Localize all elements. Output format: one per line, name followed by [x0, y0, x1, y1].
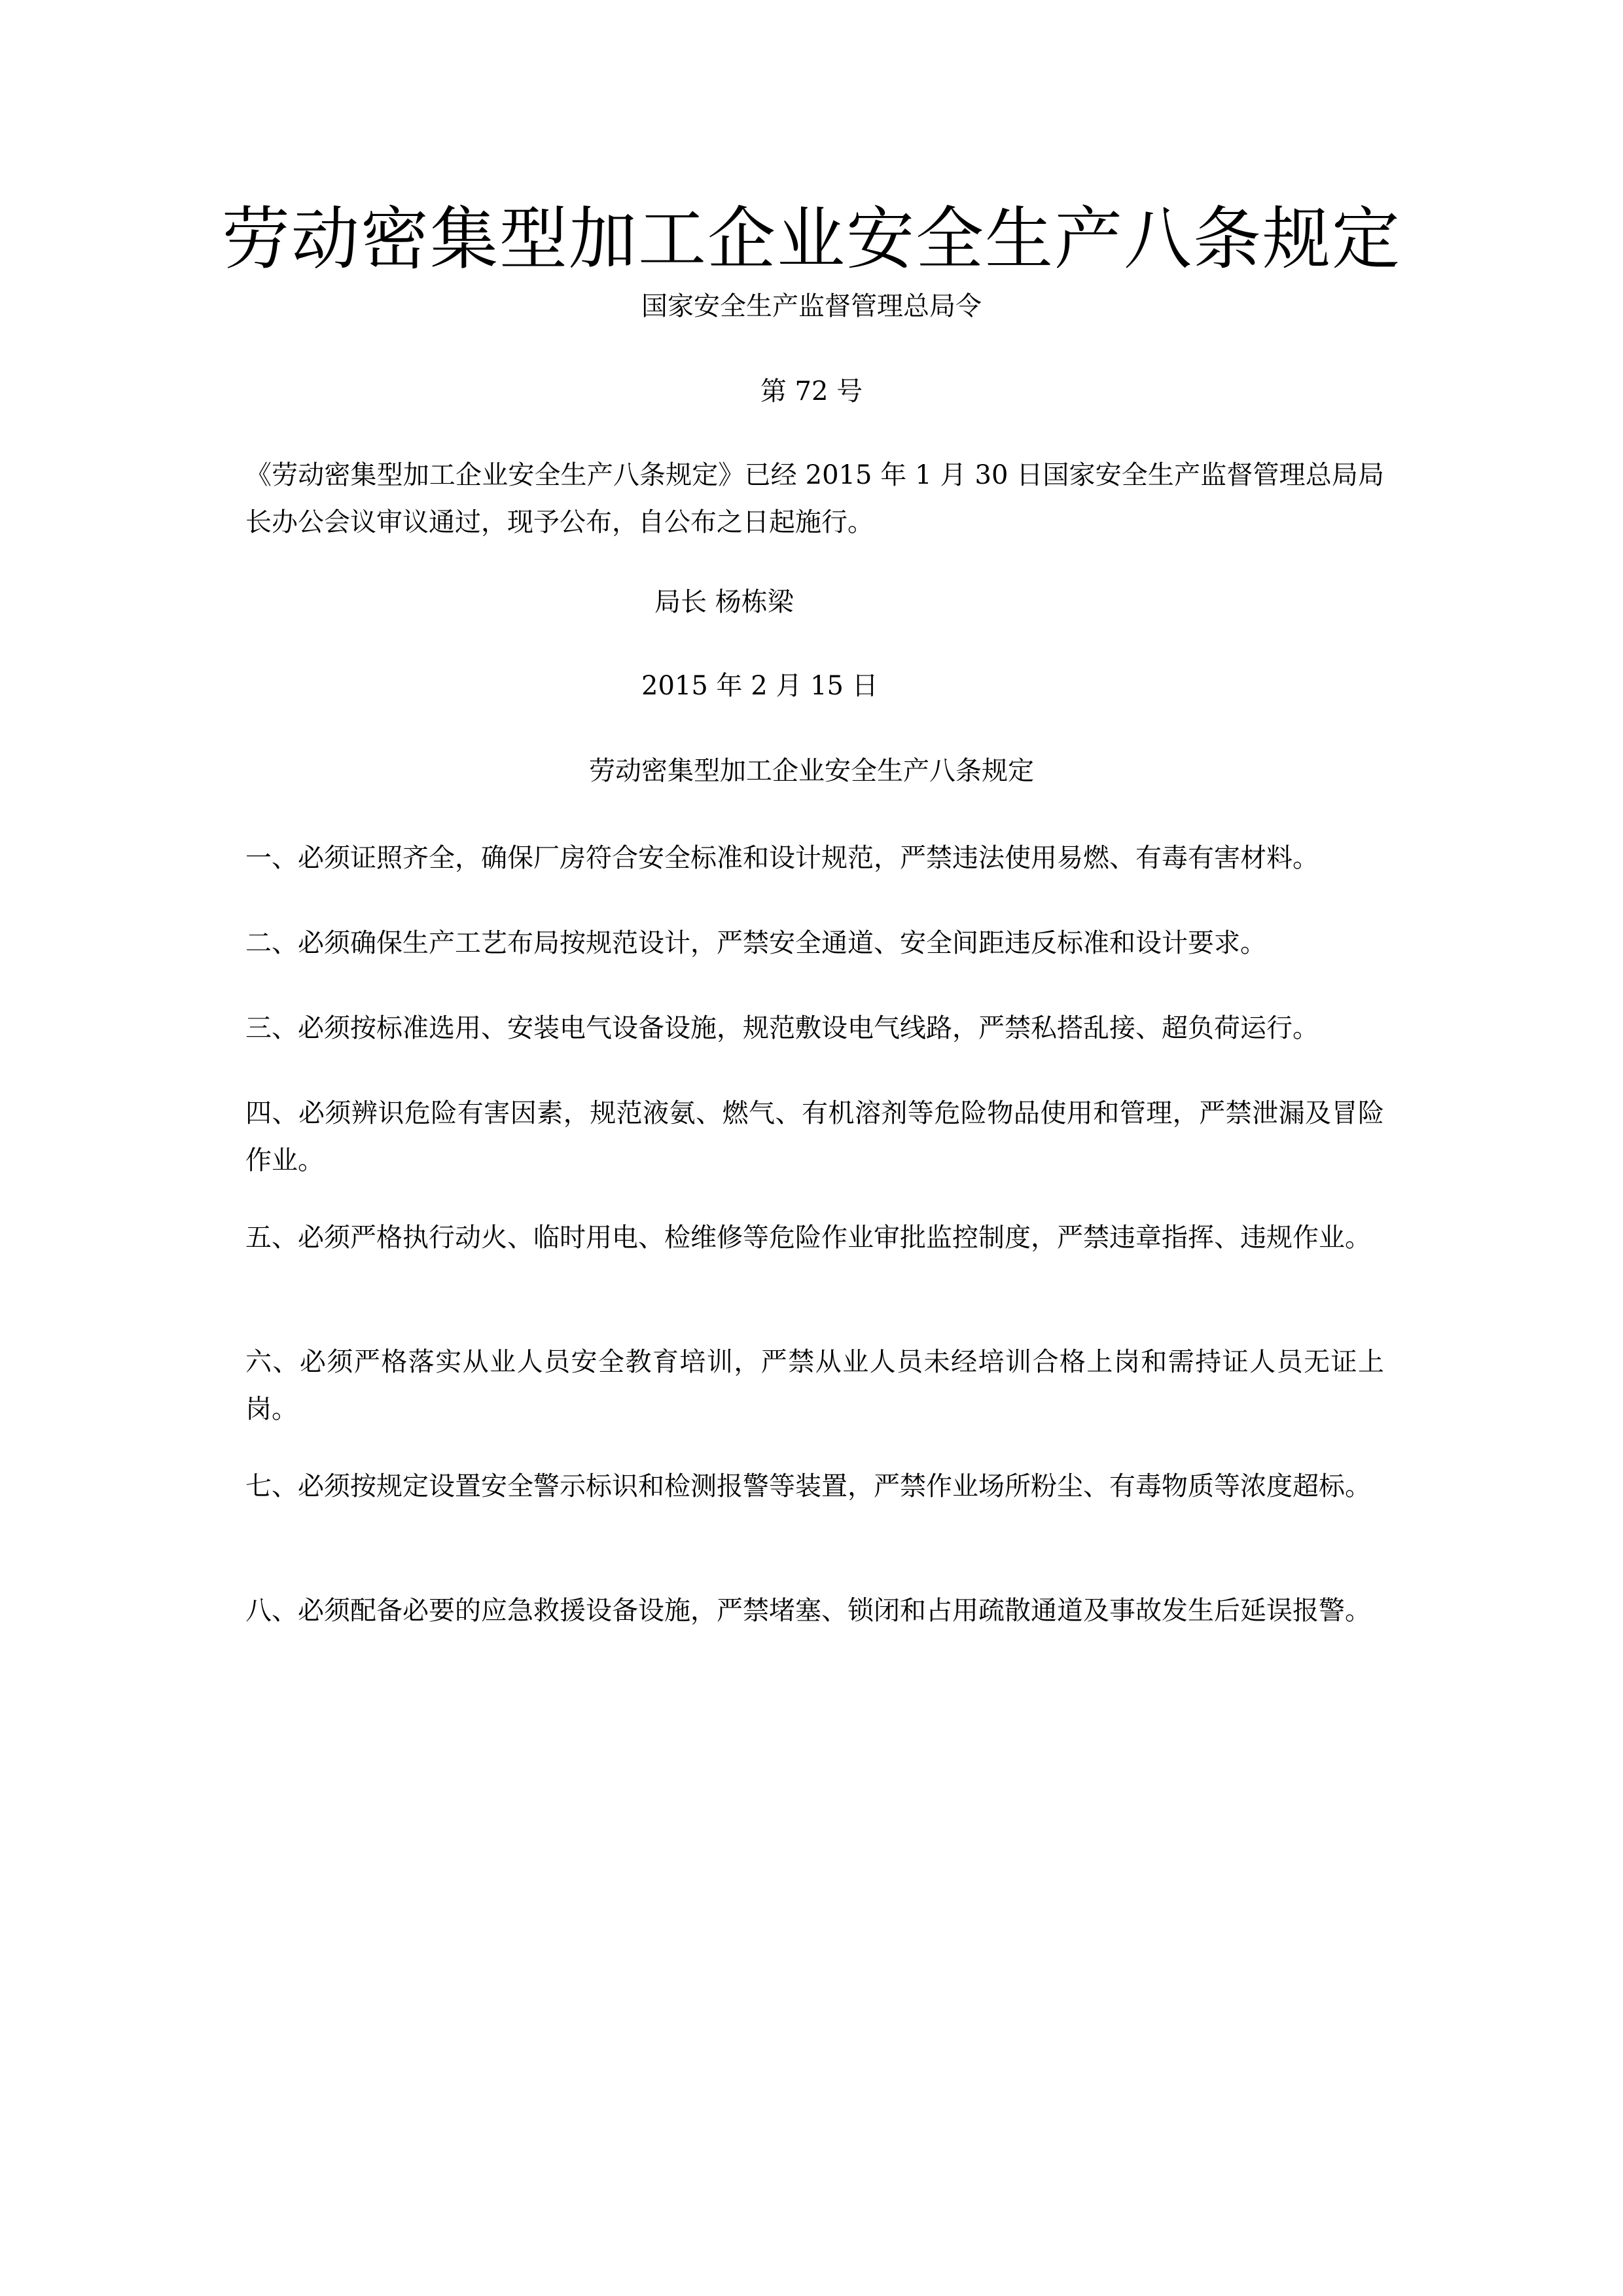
- issuer-line: 国家安全生产监督管理总局令: [641, 291, 982, 321]
- provision-item: 二、必须确保生产工艺布局按规范设计，严禁安全通道、安全间距违反标准和设计要求。: [245, 928, 1266, 958]
- provision-item: 八、必须配备必要的应急救援设备设施，严禁堵塞、锁闭和占用疏散通道及事故发生后延误报警。: [245, 1596, 1371, 1626]
- provision-item: 一、必须证照齐全，确保厂房符合安全标准和设计规范，严禁违法使用易燃、有毒有害材料。: [245, 843, 1319, 873]
- signer-line: 局长 杨栋梁: [654, 587, 794, 617]
- provision-item: 六、必须严格落实从业人员安全教育培训，严禁从业人员未经培训合格上岗和需持证人员无证上岗。: [245, 1347, 1384, 1424]
- body-title: 劳动密集型加工企业安全生产八条规定: [589, 756, 1034, 786]
- document-title: 劳动密集型加工企业安全生产八条规定: [221, 199, 1401, 279]
- provision-item: 三、必须按标准选用、安装电气设备设施，规范敷设电气线路，严禁私搭乱接、超负荷运行。: [245, 1013, 1319, 1043]
- provision-item: 四、必须辨识危险有害因素，规范液氨、燃气、有机溶剂等危险物品使用和管理，严禁泄漏及冒险作业。: [245, 1098, 1384, 1175]
- provision-item: 七、必须按规定设置安全警示标识和检测报警等装置，严禁作业场所粉尘、有毒物质等浓度超标。: [245, 1471, 1371, 1501]
- order-number: 第 72 号: [760, 376, 863, 406]
- intro-paragraph: 《劳动密集型加工企业安全生产八条规定》已经 2015 年 1 月 30 日国家安全生产监督管理总局局长办公会议审议通过，现予公布，自公布之日起施行。: [245, 460, 1384, 537]
- date-line: 2015 年 2 月 15 日: [641, 671, 878, 701]
- provision-item: 五、必须严格执行动火、临时用电、检维修等危险作业审批监控制度，严禁违章指挥、违规作业。: [245, 1223, 1371, 1253]
